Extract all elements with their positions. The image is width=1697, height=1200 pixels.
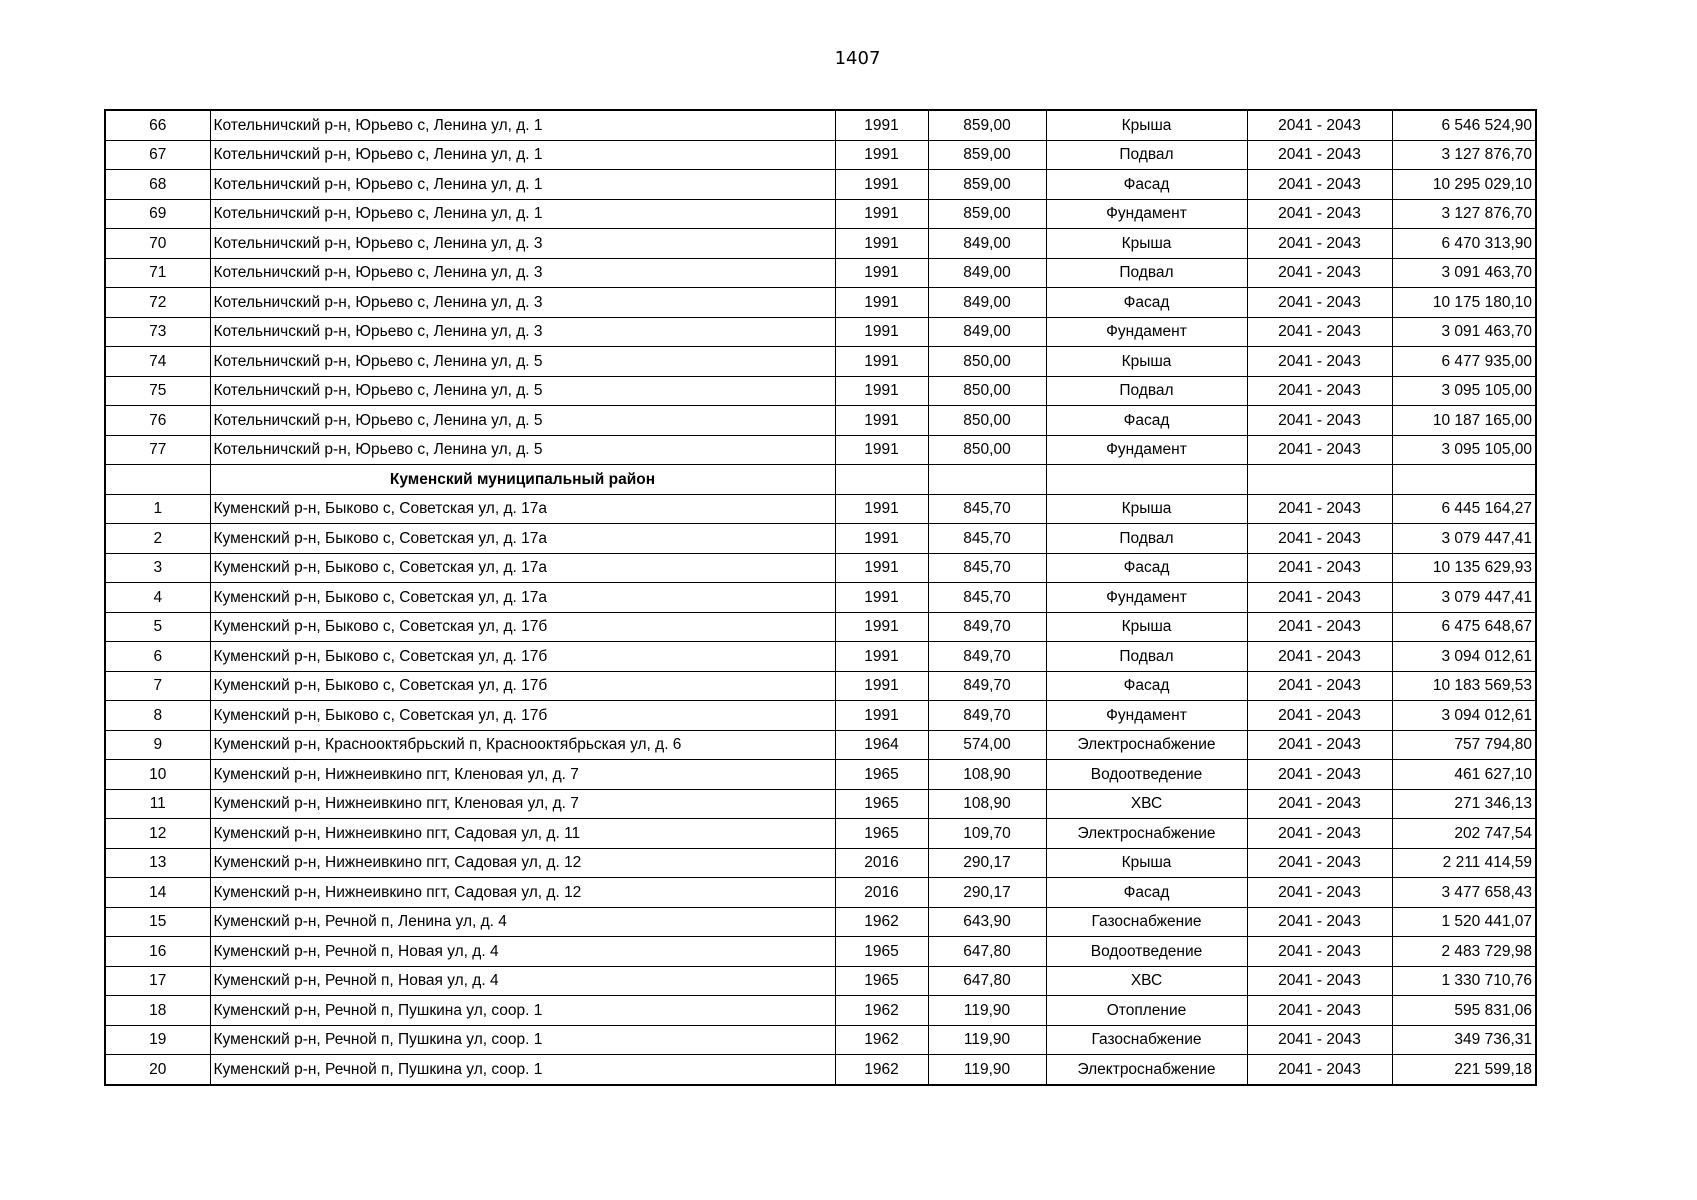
- area-cell: 108,90: [928, 760, 1046, 790]
- address-cell: Куменский р-н, Нижнеивкино пгт, Кленовая ул, д. 7: [210, 760, 835, 790]
- cost-cell: 6 546 524,90: [1392, 110, 1536, 140]
- period-cell: 2041 - 2043: [1247, 848, 1392, 878]
- area-cell: 859,00: [928, 199, 1046, 229]
- area-cell: 109,70: [928, 819, 1046, 849]
- period-cell: 2041 - 2043: [1247, 553, 1392, 583]
- row-number-cell: 2: [105, 524, 210, 554]
- year-built-cell: 1991: [835, 347, 928, 377]
- year-built-cell: 2016: [835, 848, 928, 878]
- area-cell: 119,90: [928, 1055, 1046, 1085]
- work-type-cell: Крыша: [1046, 612, 1247, 642]
- year-built-cell: 1965: [835, 966, 928, 996]
- row-number-cell: 74: [105, 347, 210, 377]
- table-row: [105, 258, 1536, 288]
- cost-cell: 10 187 165,00: [1392, 406, 1536, 436]
- address-cell: Котельничский р-н, Юрьево с, Ленина ул, д. 1: [210, 170, 835, 200]
- area-cell: 859,00: [928, 140, 1046, 170]
- address-cell: Куменский р-н, Нижнеивкино пгт, Садовая ул, д. 12: [210, 848, 835, 878]
- row-number-cell: 8: [105, 701, 210, 731]
- area-cell: 643,90: [928, 907, 1046, 937]
- cost-cell: 10 295 029,10: [1392, 170, 1536, 200]
- row-number-cell: 19: [105, 1025, 210, 1055]
- row-number-cell: 12: [105, 819, 210, 849]
- work-type-cell: Водоотведение: [1046, 937, 1247, 967]
- work-type-cell: Газоснабжение: [1046, 907, 1247, 937]
- table-row: [105, 199, 1536, 229]
- row-number-cell: 4: [105, 583, 210, 613]
- row-number-cell: 1: [105, 494, 210, 524]
- area-cell: 647,80: [928, 937, 1046, 967]
- work-type-cell: Подвал: [1046, 140, 1247, 170]
- cost-cell: 202 747,54: [1392, 819, 1536, 849]
- area-cell: 849,70: [928, 642, 1046, 672]
- row-number-cell: 17: [105, 966, 210, 996]
- period-cell: 2041 - 2043: [1247, 878, 1392, 908]
- cost-cell: 6 477 935,00: [1392, 347, 1536, 377]
- cost-cell: 757 794,80: [1392, 730, 1536, 760]
- year-built-cell: 1991: [835, 288, 928, 318]
- area-cell: 849,00: [928, 288, 1046, 318]
- table-row: [105, 848, 1536, 878]
- cost-cell: 3 095 105,00: [1392, 435, 1536, 465]
- address-cell: Куменский р-н, Речной п, Пушкина ул, соор. 1: [210, 996, 835, 1026]
- work-type-cell: Электроснабжение: [1046, 1055, 1247, 1085]
- work-type-cell: Фундамент: [1046, 701, 1247, 731]
- table-row: [105, 406, 1536, 436]
- row-number-cell: 18: [105, 996, 210, 1026]
- period-cell: 2041 - 2043: [1247, 1055, 1392, 1085]
- period-cell: 2041 - 2043: [1247, 317, 1392, 347]
- row-number-cell: 66: [105, 110, 210, 140]
- address-cell: Куменский р-н, Быково с, Советская ул, д. 17б: [210, 642, 835, 672]
- period-cell: 2041 - 2043: [1247, 937, 1392, 967]
- address-cell: Куменский р-н, Нижнеивкино пгт, Кленовая ул, д. 7: [210, 789, 835, 819]
- address-cell: Куменский р-н, Быково с, Советская ул, д. 17а: [210, 583, 835, 613]
- address-cell: Котельничский р-н, Юрьево с, Ленина ул, д. 1: [210, 199, 835, 229]
- area-cell: 849,00: [928, 317, 1046, 347]
- row-number-cell: 67: [105, 140, 210, 170]
- address-cell: Котельничский р-н, Юрьево с, Ленина ул, д. 5: [210, 406, 835, 436]
- row-number-cell: 9: [105, 730, 210, 760]
- section-title: Куменский муниципальный район: [210, 465, 835, 495]
- empty-cell: [1247, 465, 1392, 495]
- cost-cell: 3 127 876,70: [1392, 140, 1536, 170]
- period-cell: 2041 - 2043: [1247, 819, 1392, 849]
- work-type-cell: Фасад: [1046, 288, 1247, 318]
- row-number-cell: 6: [105, 642, 210, 672]
- table-row: [105, 671, 1536, 701]
- table-row: [105, 288, 1536, 318]
- cost-cell: 3 094 012,61: [1392, 701, 1536, 731]
- address-cell: Куменский р-н, Речной п, Новая ул, д. 4: [210, 937, 835, 967]
- work-type-cell: Электроснабжение: [1046, 730, 1247, 760]
- address-cell: Куменский р-н, Нижнеивкино пгт, Садовая ул, д. 11: [210, 819, 835, 849]
- table-row: [105, 819, 1536, 849]
- row-number-cell: 73: [105, 317, 210, 347]
- work-type-cell: Газоснабжение: [1046, 1025, 1247, 1055]
- year-built-cell: 1991: [835, 140, 928, 170]
- period-cell: 2041 - 2043: [1247, 671, 1392, 701]
- address-cell: Куменский р-н, Нижнеивкино пгт, Садовая ул, д. 12: [210, 878, 835, 908]
- cost-cell: 3 091 463,70: [1392, 258, 1536, 288]
- address-cell: Куменский р-н, Речной п, Ленина ул, д. 4: [210, 907, 835, 937]
- period-cell: 2041 - 2043: [1247, 612, 1392, 642]
- row-number-cell: 10: [105, 760, 210, 790]
- table-row: [105, 583, 1536, 613]
- row-number-cell: 14: [105, 878, 210, 908]
- area-cell: 850,00: [928, 406, 1046, 436]
- table-row: [105, 907, 1536, 937]
- cost-cell: 6 470 313,90: [1392, 229, 1536, 259]
- address-cell: Котельничский р-н, Юрьево с, Ленина ул, д. 3: [210, 288, 835, 318]
- period-cell: 2041 - 2043: [1247, 524, 1392, 554]
- cost-cell: 10 135 629,93: [1392, 553, 1536, 583]
- table-row: [105, 229, 1536, 259]
- table-row: [105, 140, 1536, 170]
- table-row: [105, 553, 1536, 583]
- table-row: [105, 376, 1536, 406]
- work-type-cell: Отопление: [1046, 996, 1247, 1026]
- year-built-cell: 1991: [835, 229, 928, 259]
- year-built-cell: 1991: [835, 524, 928, 554]
- work-type-cell: Фасад: [1046, 170, 1247, 200]
- year-built-cell: 1991: [835, 642, 928, 672]
- address-cell: Куменский р-н, Речной п, Пушкина ул, соор. 1: [210, 1025, 835, 1055]
- period-cell: 2041 - 2043: [1247, 199, 1392, 229]
- page-number: 1407: [834, 48, 881, 69]
- area-cell: 849,00: [928, 258, 1046, 288]
- area-cell: 119,90: [928, 1025, 1046, 1055]
- area-cell: 845,70: [928, 583, 1046, 613]
- period-cell: 2041 - 2043: [1247, 140, 1392, 170]
- table-row: [105, 996, 1536, 1026]
- row-number-cell: 75: [105, 376, 210, 406]
- address-cell: Котельничский р-н, Юрьево с, Ленина ул, д. 1: [210, 140, 835, 170]
- table-row: [105, 878, 1536, 908]
- cost-cell: 3 079 447,41: [1392, 524, 1536, 554]
- row-number-cell: 20: [105, 1055, 210, 1085]
- cost-cell: 3 127 876,70: [1392, 199, 1536, 229]
- table-row: [105, 612, 1536, 642]
- period-cell: 2041 - 2043: [1247, 760, 1392, 790]
- area-cell: 850,00: [928, 435, 1046, 465]
- empty-cell: [1046, 465, 1247, 495]
- period-cell: 2041 - 2043: [1247, 347, 1392, 377]
- work-type-cell: Подвал: [1046, 376, 1247, 406]
- year-built-cell: 1962: [835, 1055, 928, 1085]
- year-built-cell: 1964: [835, 730, 928, 760]
- area-cell: 849,70: [928, 671, 1046, 701]
- row-number-cell: 5: [105, 612, 210, 642]
- work-type-cell: Крыша: [1046, 494, 1247, 524]
- area-cell: 574,00: [928, 730, 1046, 760]
- address-cell: Котельничский р-н, Юрьево с, Ленина ул, д. 3: [210, 258, 835, 288]
- period-cell: 2041 - 2043: [1247, 288, 1392, 318]
- row-number-cell: 70: [105, 229, 210, 259]
- row-number-cell: 77: [105, 435, 210, 465]
- work-type-cell: Фасад: [1046, 671, 1247, 701]
- row-number-cell: 7: [105, 671, 210, 701]
- work-type-cell: Крыша: [1046, 229, 1247, 259]
- table-row: [105, 1025, 1536, 1055]
- cost-cell: 2 211 414,59: [1392, 848, 1536, 878]
- work-type-cell: ХВС: [1046, 966, 1247, 996]
- year-built-cell: 1991: [835, 170, 928, 200]
- period-cell: 2041 - 2043: [1247, 258, 1392, 288]
- address-cell: Котельничский р-н, Юрьево с, Ленина ул, д. 5: [210, 376, 835, 406]
- cost-cell: 271 346,13: [1392, 789, 1536, 819]
- address-cell: Куменский р-н, Краснооктябрьский п, Краснооктябрьская ул, д. 6: [210, 730, 835, 760]
- table-row: [105, 524, 1536, 554]
- year-built-cell: 1991: [835, 199, 928, 229]
- row-number-cell: 15: [105, 907, 210, 937]
- cost-cell: 3 095 105,00: [1392, 376, 1536, 406]
- table-body: [105, 110, 1536, 1085]
- work-type-cell: Электроснабжение: [1046, 819, 1247, 849]
- year-built-cell: 1962: [835, 996, 928, 1026]
- area-cell: 849,70: [928, 701, 1046, 731]
- period-cell: 2041 - 2043: [1247, 642, 1392, 672]
- area-cell: 850,00: [928, 376, 1046, 406]
- work-type-cell: Подвал: [1046, 524, 1247, 554]
- area-cell: 849,70: [928, 612, 1046, 642]
- year-built-cell: 1965: [835, 937, 928, 967]
- work-type-cell: Крыша: [1046, 848, 1247, 878]
- year-built-cell: 1965: [835, 789, 928, 819]
- year-built-cell: 1965: [835, 819, 928, 849]
- table-row: [105, 170, 1536, 200]
- section-header-row: [105, 465, 1536, 495]
- row-number-cell: 3: [105, 553, 210, 583]
- year-built-cell: 1991: [835, 701, 928, 731]
- table-row: [105, 110, 1536, 140]
- table-row: [105, 937, 1536, 967]
- empty-cell: [105, 465, 210, 495]
- work-type-cell: Фасад: [1046, 553, 1247, 583]
- address-cell: Котельничский р-н, Юрьево с, Ленина ул, д. 3: [210, 229, 835, 259]
- area-cell: 859,00: [928, 110, 1046, 140]
- work-type-cell: Фундамент: [1046, 317, 1247, 347]
- row-number-cell: 71: [105, 258, 210, 288]
- cost-cell: 6 445 164,27: [1392, 494, 1536, 524]
- period-cell: 2041 - 2043: [1247, 435, 1392, 465]
- work-type-cell: Фундамент: [1046, 199, 1247, 229]
- address-cell: Котельничский р-н, Юрьево с, Ленина ул, д. 5: [210, 347, 835, 377]
- year-built-cell: 1991: [835, 317, 928, 347]
- work-type-cell: Фасад: [1046, 878, 1247, 908]
- table-row: [105, 966, 1536, 996]
- period-cell: 2041 - 2043: [1247, 789, 1392, 819]
- period-cell: 2041 - 2043: [1247, 406, 1392, 436]
- period-cell: 2041 - 2043: [1247, 376, 1392, 406]
- empty-cell: [835, 465, 928, 495]
- work-type-cell: Фундамент: [1046, 583, 1247, 613]
- table-row: [105, 701, 1536, 731]
- address-cell: Куменский р-н, Речной п, Пушкина ул, соор. 1: [210, 1055, 835, 1085]
- area-cell: 845,70: [928, 524, 1046, 554]
- address-cell: Куменский р-н, Быково с, Советская ул, д. 17а: [210, 524, 835, 554]
- year-built-cell: 1991: [835, 406, 928, 436]
- cost-cell: 10 175 180,10: [1392, 288, 1536, 318]
- period-cell: 2041 - 2043: [1247, 583, 1392, 613]
- table-row: [105, 730, 1536, 760]
- period-cell: 2041 - 2043: [1247, 907, 1392, 937]
- area-cell: 647,80: [928, 966, 1046, 996]
- cost-cell: 2 483 729,98: [1392, 937, 1536, 967]
- area-cell: 290,17: [928, 878, 1046, 908]
- table-row: [105, 760, 1536, 790]
- year-built-cell: 1991: [835, 258, 928, 288]
- table-row: [105, 347, 1536, 377]
- address-cell: Куменский р-н, Быково с, Советская ул, д. 17а: [210, 494, 835, 524]
- address-cell: Куменский р-н, Быково с, Советская ул, д. 17б: [210, 671, 835, 701]
- work-type-cell: Фасад: [1046, 406, 1247, 436]
- cost-cell: 3 091 463,70: [1392, 317, 1536, 347]
- address-cell: Котельничский р-н, Юрьево с, Ленина ул, д. 3: [210, 317, 835, 347]
- cost-cell: 3 477 658,43: [1392, 878, 1536, 908]
- cost-cell: 3 079 447,41: [1392, 583, 1536, 613]
- period-cell: 2041 - 2043: [1247, 730, 1392, 760]
- area-cell: 849,00: [928, 229, 1046, 259]
- address-cell: Куменский р-н, Быково с, Советская ул, д. 17б: [210, 612, 835, 642]
- year-built-cell: 1991: [835, 110, 928, 140]
- table-row: [105, 642, 1536, 672]
- address-cell: Куменский р-н, Быково с, Советская ул, д. 17а: [210, 553, 835, 583]
- period-cell: 2041 - 2043: [1247, 1025, 1392, 1055]
- row-number-cell: 11: [105, 789, 210, 819]
- work-type-cell: Фундамент: [1046, 435, 1247, 465]
- area-cell: 845,70: [928, 553, 1046, 583]
- area-cell: 859,00: [928, 170, 1046, 200]
- year-built-cell: 1991: [835, 494, 928, 524]
- address-cell: Котельничский р-н, Юрьево с, Ленина ул, д. 1: [210, 110, 835, 140]
- year-built-cell: 1991: [835, 553, 928, 583]
- cost-cell: 461 627,10: [1392, 760, 1536, 790]
- cost-cell: 595 831,06: [1392, 996, 1536, 1026]
- period-cell: 2041 - 2043: [1247, 494, 1392, 524]
- cost-cell: 10 183 569,53: [1392, 671, 1536, 701]
- year-built-cell: 1991: [835, 583, 928, 613]
- period-cell: 2041 - 2043: [1247, 701, 1392, 731]
- year-built-cell: 1991: [835, 612, 928, 642]
- period-cell: 2041 - 2043: [1247, 110, 1392, 140]
- empty-cell: [1392, 465, 1536, 495]
- area-cell: 845,70: [928, 494, 1046, 524]
- year-built-cell: 1962: [835, 907, 928, 937]
- area-cell: 290,17: [928, 848, 1046, 878]
- row-number-cell: 13: [105, 848, 210, 878]
- row-number-cell: 16: [105, 937, 210, 967]
- cost-cell: 1 520 441,07: [1392, 907, 1536, 937]
- year-built-cell: 1991: [835, 376, 928, 406]
- cost-cell: 349 736,31: [1392, 1025, 1536, 1055]
- area-cell: 850,00: [928, 347, 1046, 377]
- row-number-cell: 72: [105, 288, 210, 318]
- year-built-cell: 1991: [835, 435, 928, 465]
- table-row: [105, 317, 1536, 347]
- repair-schedule-table: [104, 109, 1537, 1086]
- work-type-cell: Водоотведение: [1046, 760, 1247, 790]
- area-cell: 119,90: [928, 996, 1046, 1026]
- area-cell: 108,90: [928, 789, 1046, 819]
- row-number-cell: 76: [105, 406, 210, 436]
- table-row: [105, 1055, 1536, 1085]
- work-type-cell: Подвал: [1046, 642, 1247, 672]
- row-number-cell: 68: [105, 170, 210, 200]
- work-type-cell: Подвал: [1046, 258, 1247, 288]
- table-row: [105, 435, 1536, 465]
- period-cell: 2041 - 2043: [1247, 229, 1392, 259]
- year-built-cell: 2016: [835, 878, 928, 908]
- period-cell: 2041 - 2043: [1247, 966, 1392, 996]
- cost-cell: 1 330 710,76: [1392, 966, 1536, 996]
- row-number-cell: 69: [105, 199, 210, 229]
- cost-cell: 6 475 648,67: [1392, 612, 1536, 642]
- table-row: [105, 494, 1536, 524]
- year-built-cell: 1991: [835, 671, 928, 701]
- period-cell: 2041 - 2043: [1247, 996, 1392, 1026]
- year-built-cell: 1962: [835, 1025, 928, 1055]
- cost-cell: 3 094 012,61: [1392, 642, 1536, 672]
- work-type-cell: Крыша: [1046, 110, 1247, 140]
- address-cell: Куменский р-н, Речной п, Новая ул, д. 4: [210, 966, 835, 996]
- table-row: [105, 789, 1536, 819]
- work-type-cell: Крыша: [1046, 347, 1247, 377]
- address-cell: Котельничский р-н, Юрьево с, Ленина ул, д. 5: [210, 435, 835, 465]
- period-cell: 2041 - 2043: [1247, 170, 1392, 200]
- year-built-cell: 1965: [835, 760, 928, 790]
- empty-cell: [928, 465, 1046, 495]
- work-type-cell: ХВС: [1046, 789, 1247, 819]
- address-cell: Куменский р-н, Быково с, Советская ул, д. 17б: [210, 701, 835, 731]
- cost-cell: 221 599,18: [1392, 1055, 1536, 1085]
